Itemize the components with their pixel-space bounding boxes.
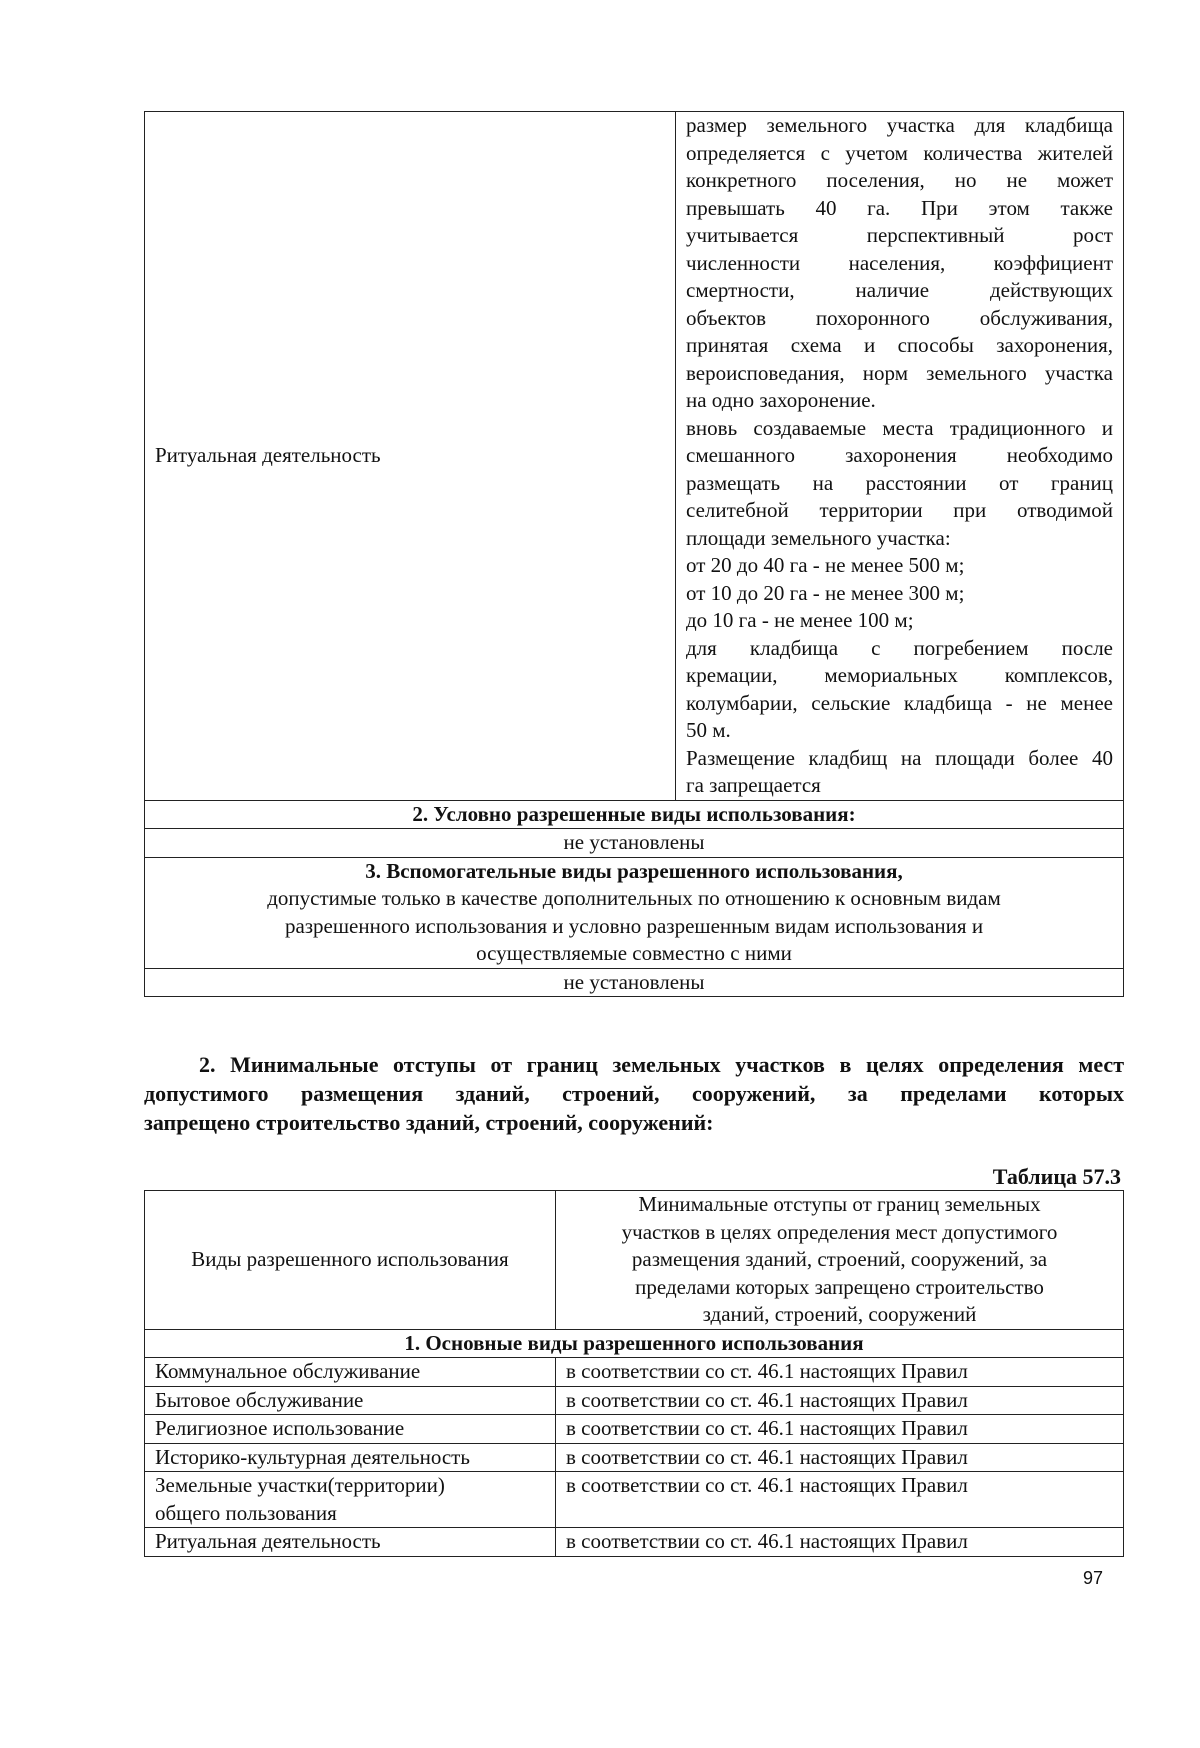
parameter-line: смешанного захоронения необходимо [686, 443, 1113, 467]
parameter-line: Размещение кладбищ на площади более 40 [686, 745, 1113, 770]
use-kind-cell [145, 1358, 556, 1387]
setback-value-cell: в соответствии со ст. 46.1 настоящих Правил [556, 1528, 1124, 1557]
table-row [145, 1528, 1124, 1557]
parameter-line: конкретного поселения, но не может [686, 168, 1113, 192]
parameter-line: смертности, наличие действующих [686, 278, 1113, 302]
parameter-line: размер земельного участка для кладбища [686, 113, 1113, 137]
setback-value-cell: в соответствии со ст. 46.1 настоящих Правил [556, 1386, 1124, 1415]
header-line: участков в целях определения мест допустимого [621, 1219, 1058, 1244]
table-row [145, 1386, 1124, 1415]
setback-value-cell: в соответствии со ст. 46.1 настоящих Правил [556, 1415, 1124, 1444]
table-row [145, 1415, 1124, 1444]
table-row [145, 112, 1124, 801]
setback-value-cell: в соответствии со ст. 46.1 настоящих Правил [556, 1358, 1124, 1387]
parameter-line: превышать 40 га. При этом также [686, 195, 1113, 220]
parameter-line: определяется с учетом количества жителей [686, 140, 1113, 165]
parameter-line: селитебной территории при отводимой [686, 498, 1113, 522]
heading-line: 2. Минимальные отступы от границ земельных участков в целях определения мест [199, 1052, 1124, 1077]
table-row [145, 1358, 1124, 1387]
table-row [145, 829, 1124, 858]
table-row [145, 1329, 1124, 1358]
use-kind-cell [145, 1386, 556, 1415]
setback-value-cell: в соответствии со ст. 46.1 настоящих Правил [556, 1472, 1124, 1528]
table-setbacks [144, 1190, 1124, 1557]
page-number: 97 [1083, 1568, 1104, 1588]
auxiliary-uses-line: разрешенного использования и условно разрешенным видам использования и [284, 913, 984, 938]
header-line: пределами которых запрещено строительство [635, 1274, 1044, 1299]
table-row [145, 800, 1124, 829]
use-kind-line: Историко-культурная деятельность [155, 1444, 470, 1469]
parameter-line: объектов похоронного обслуживания, [686, 305, 1113, 330]
parameter-line: для кладбища с погребением после [686, 635, 1113, 660]
section-heading-setbacks [144, 1050, 1124, 1137]
setback-value-cell: в соответствии со ст. 46.1 настоящих Правил [556, 1443, 1124, 1472]
use-kind-cell: Ритуальная деятельность [145, 112, 676, 801]
parameter-line: 50 м. [686, 718, 731, 742]
use-kind-line: Коммунальное обслуживание [155, 1359, 421, 1383]
use-kind-line: Бытовое обслуживание [155, 1387, 364, 1412]
table-row [145, 1443, 1124, 1472]
auxiliary-uses-line: допустимые только в качестве дополнительных по отношению к основным видам [267, 886, 1001, 910]
auxiliary-uses-cell [145, 857, 1124, 968]
parameter-line: площади земельного участка: [686, 525, 951, 550]
use-kind-line: Религиозное использование [155, 1416, 405, 1440]
header-line: размещения зданий, строений, сооружений, за [631, 1247, 1048, 1271]
use-kind-line: Земельные участки(территории) [155, 1473, 445, 1497]
parameter-line: га запрещается [686, 773, 821, 797]
use-kind-cell [145, 1472, 556, 1528]
conditional-uses-value: не установлены [145, 829, 1124, 858]
use-kind-cell [145, 1415, 556, 1444]
parameter-line: кремации, мемориальных комплексов, [686, 663, 1113, 687]
auxiliary-uses-value: не установлены [145, 968, 1124, 997]
table-row [145, 1472, 1124, 1528]
parameter-line: от 20 до 40 га - не менее 500 м; [686, 553, 965, 577]
parameter-line: от 10 до 20 га - не менее 300 м; [686, 580, 965, 605]
main-uses-heading: 1. Основные виды разрешенного использования [145, 1329, 1124, 1358]
auxiliary-uses-heading: 3. Вспомогательные виды разрешенного использования, [365, 858, 903, 883]
parameter-line: учитывается перспективный рост [686, 223, 1113, 247]
setback-rows [145, 1358, 1124, 1557]
table-caption: Таблица 57.3 [992, 1164, 1121, 1189]
heading-line: допустимого размещения зданий, строений, сооружений, за пределами которых [144, 1081, 1124, 1106]
parameter-line: размещать на расстоянии от границ [686, 470, 1113, 495]
table-header-row [145, 1191, 1124, 1330]
table-ritual-use [144, 111, 1124, 997]
parameter-line: вновь создаваемые места традиционного и [686, 415, 1113, 440]
parameter-line: вероисповедания, норм земельного участка [686, 360, 1113, 385]
parameter-line: до 10 га - не менее 100 м; [686, 608, 914, 632]
header-line: Минимальные отступы от границ земельных [638, 1192, 1041, 1216]
column-header-setbacks [556, 1191, 1124, 1330]
use-kind-cell [145, 1443, 556, 1472]
use-parameters-cell [676, 112, 1124, 801]
parameter-line: на одно захоронение. [686, 388, 876, 412]
use-kind-cell [145, 1528, 556, 1557]
parameter-line: численности населения, коэффициент [686, 250, 1113, 275]
conditional-uses-heading: 2. Условно разрешенные виды использования: [145, 800, 1124, 829]
column-header-use-kind: Виды разрешенного использования [145, 1191, 556, 1330]
use-kind-line: общего пользования [155, 1500, 337, 1525]
auxiliary-uses-line: осуществляемые совместно с ними [476, 941, 792, 965]
parameter-line: принятая схема и способы захоронения, [686, 333, 1113, 357]
table-row [145, 857, 1124, 968]
header-line: зданий, строений, сооружений [702, 1302, 977, 1326]
heading-line: запрещено строительство зданий, строений, сооружений: [144, 1110, 714, 1135]
use-kind-line: Ритуальная деятельность [155, 1529, 381, 1553]
table-row [145, 968, 1124, 997]
parameter-line: колумбарии, сельские кладбища - не менее [686, 690, 1113, 715]
